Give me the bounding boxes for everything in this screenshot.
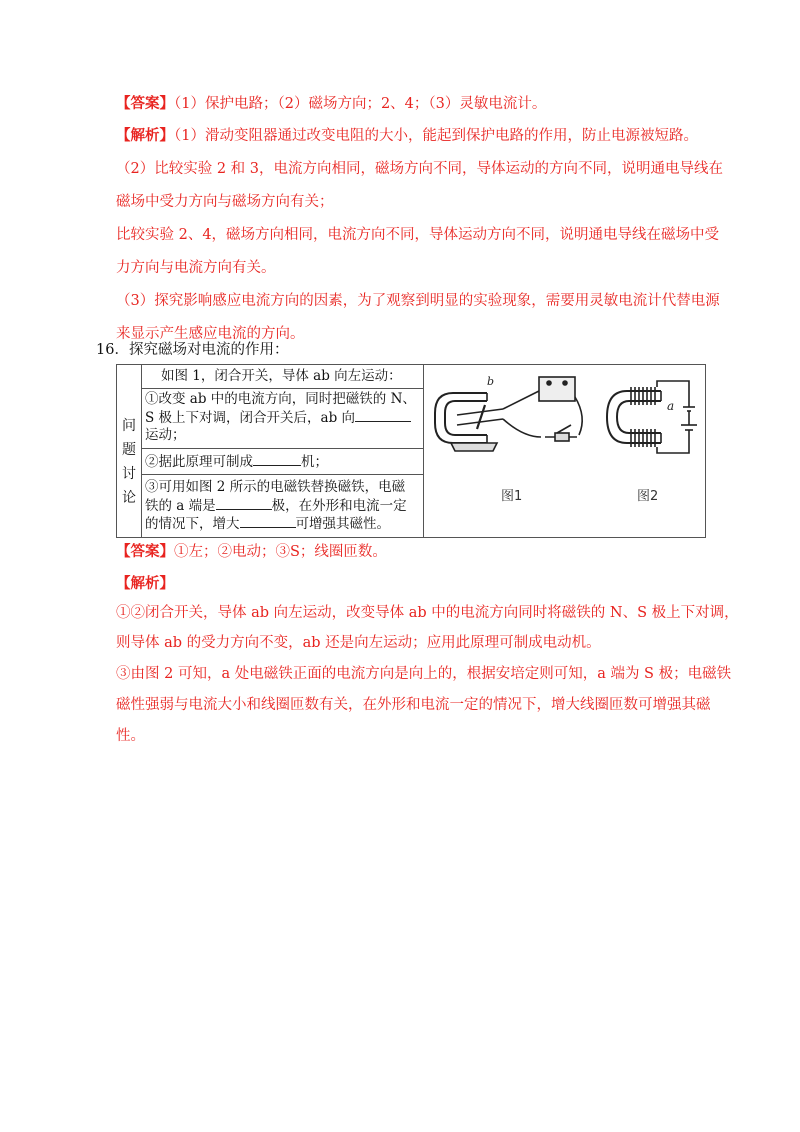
figure-2-caption: 图2 bbox=[637, 489, 659, 504]
analysis-tag: 【解析】 bbox=[116, 127, 174, 144]
figure-cell bbox=[423, 365, 705, 537]
side-label-char: 问 bbox=[122, 418, 136, 434]
analysis-16-line2: 则导体 ab 的受力方向不变，ab 还是向左运动；应用此原理可制成电动机。 bbox=[116, 635, 601, 651]
question-row-2 bbox=[141, 389, 423, 449]
question-intro: 如图 1，闭合开关，导体 ab 向左运动： bbox=[161, 368, 402, 384]
answer-blank[interactable] bbox=[355, 409, 411, 422]
question-text: S 极上下对调，闭合开关后，ab 向 bbox=[145, 410, 356, 426]
analysis-16-tag: 【解析】 bbox=[116, 575, 174, 592]
analysis-15-line5: 力方向与电流方向有关。 bbox=[116, 260, 276, 276]
analysis-16-line3: ③由图 2 可知，a 处电磁铁正面的电流方向是向上的，根据安培定则可知，a 端为 S 极；电磁铁 bbox=[116, 666, 732, 682]
question-text: 极，在外形和电流一定 bbox=[271, 498, 407, 514]
answer-15 bbox=[116, 94, 546, 114]
question-text: 可增强其磁性。 bbox=[295, 516, 390, 532]
analysis-16-line4: 磁性强弱与电流大小和线圈匝数有关，在外形和电流一定的情况下，增大线圈匝数可增强其磁 bbox=[116, 697, 711, 713]
answer-tag: 【答案】 bbox=[116, 543, 174, 560]
answer-16 bbox=[116, 542, 387, 562]
question-row-4 bbox=[141, 475, 423, 537]
side-label-char: 题 bbox=[122, 442, 136, 458]
figure-2-label-a: a bbox=[667, 399, 675, 413]
analysis-text: （1）滑动变阻器通过改变电阻的大小，能起到保护电路的作用，防止电源被短路。 bbox=[174, 128, 698, 144]
question-text: 铁的 a 端是 bbox=[145, 498, 216, 514]
analysis-15-line4: 比较实验 2、4，磁场方向相同，电流方向不同，导体运动方向不同，说明通电导线在磁场中受 bbox=[116, 227, 720, 243]
answer-text: ①左；②电动；③S；线圈匝数。 bbox=[174, 544, 387, 560]
question-text-cell bbox=[141, 365, 424, 537]
question-text: 的情况下，增大 bbox=[145, 516, 240, 532]
answer-text: （1）保护电路；（2）磁场方向；2、4；（3）灵敏电流计。 bbox=[174, 96, 547, 112]
question-table bbox=[116, 364, 706, 538]
question-text: 运动； bbox=[145, 427, 186, 443]
figure-1-caption: 图1 bbox=[501, 489, 523, 504]
figure-1-apparatus bbox=[427, 367, 602, 477]
question-row-3 bbox=[141, 449, 423, 475]
question-text: ②据此原理可制成 bbox=[145, 454, 253, 470]
analysis-16-line5: 性。 bbox=[116, 728, 145, 744]
answer-tag: 【答案】 bbox=[116, 95, 174, 112]
answer-blank[interactable] bbox=[216, 497, 272, 510]
answer-blank[interactable] bbox=[240, 515, 296, 528]
side-label-char: 讨 bbox=[122, 466, 136, 482]
question-text: ①改变 ab 中的电流方向，同时把磁铁的 N、 bbox=[145, 391, 416, 407]
answer-blank[interactable] bbox=[253, 453, 301, 466]
analysis-15-line1 bbox=[116, 126, 698, 146]
question-text: ③可用如图 2 所示的电磁铁替换磁铁，电磁 bbox=[145, 479, 406, 495]
analysis-15-line6: （3）探究影响感应电流方向的因素，为了观察到明显的实验现象，需要用灵敏电流计代替电源 bbox=[116, 293, 720, 309]
analysis-15-line7: 来显示产生感应电流的方向。 bbox=[116, 326, 305, 342]
figure-1-label-b: b bbox=[487, 375, 495, 388]
side-label-char: 论 bbox=[122, 490, 136, 506]
question-text: 机； bbox=[301, 454, 328, 470]
question-16-title: 16．探究磁场对电流的作用： bbox=[96, 342, 289, 358]
figure-2-electromagnet bbox=[601, 377, 701, 477]
question-row-1 bbox=[141, 365, 423, 389]
analysis-15-line2: （2）比较实验 2 和 3，电流方向相同，磁场方向不同，导体运动的方向不同，说明通电导线在 bbox=[116, 161, 723, 177]
analysis-16-line1: ①②闭合开关，导体 ab 向左运动，改变导体 ab 中的电流方向同时将磁铁的 N、S 极上下对调， bbox=[116, 605, 739, 621]
side-label-cell bbox=[117, 365, 142, 537]
analysis-15-line3: 磁场中受力方向与磁场方向有关； bbox=[116, 194, 334, 210]
